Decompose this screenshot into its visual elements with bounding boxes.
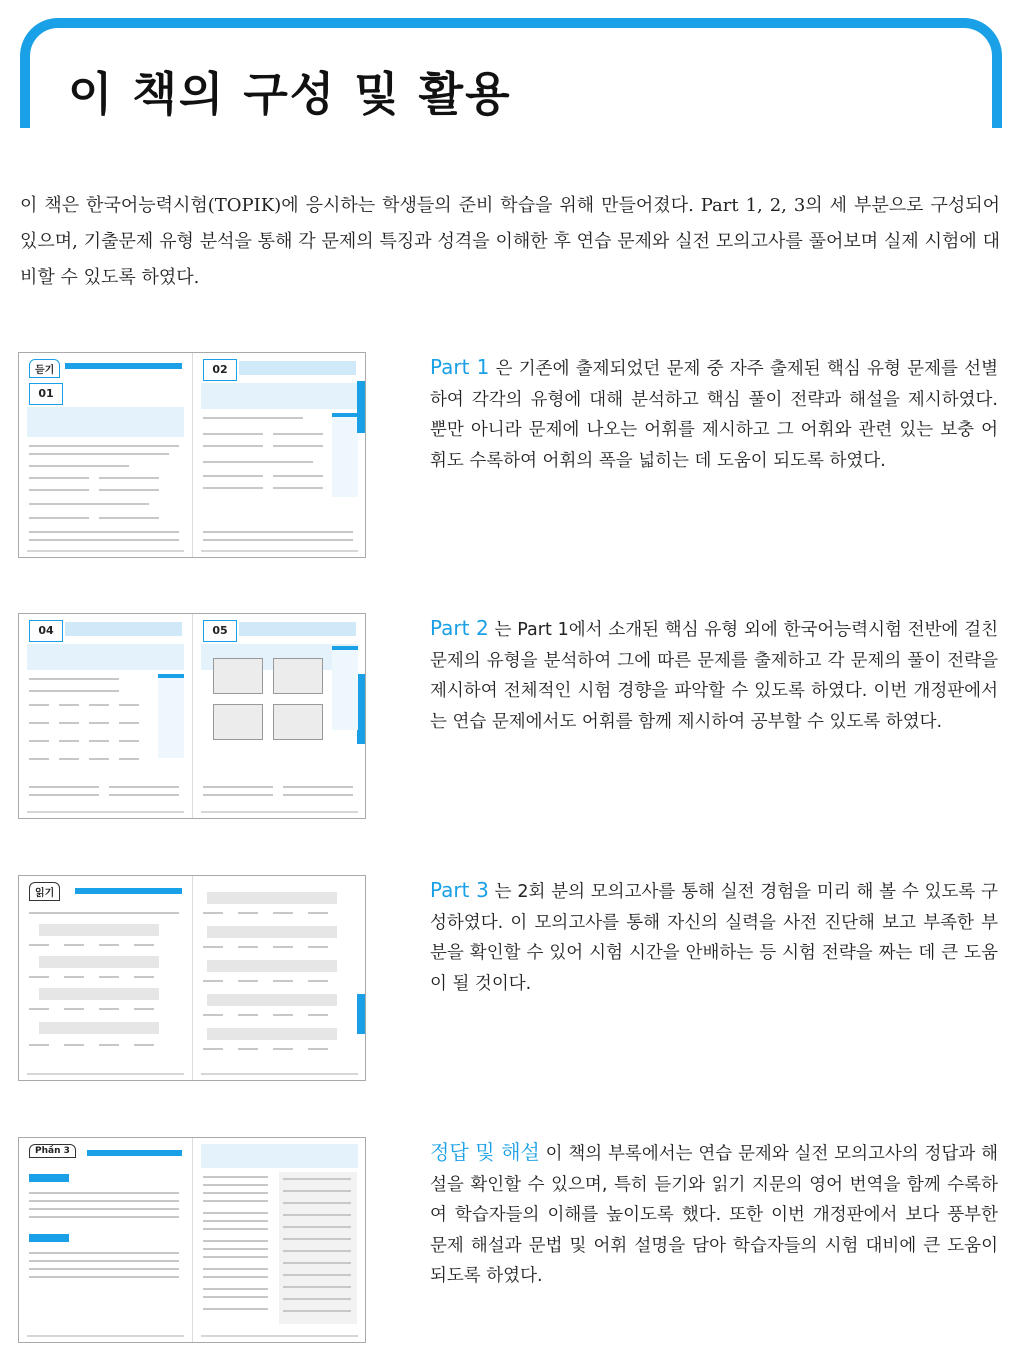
part1-description: [430, 352, 998, 476]
answers-description: [430, 1137, 998, 1292]
thumbnail-left-page: [19, 1138, 192, 1342]
section-tag: 듣기: [29, 359, 60, 378]
intro-paragraph: 이 책은 한국어능력시험(TOPIK)에 응시하는 학생들의 준비 학습을 위해 만들어졌다. Part 1, 2, 3의 세 부분으로 구성되어 있으며, 기출문제 유형 분석을 통해 각 문제의 특징과 성격을 이해한 후 연습 문제와 실전 모의고사를 풀어보며 실제 시험에 대비할 수 있도록 하였다.: [20, 195, 1000, 288]
part2-text: 는 Part 1에서 소개된 핵심 유형 외에 한국어능력시험 전반에 걸친 문제의 유형을 분석하여 그에 따른 문제를 출제하고 각 문제의 풀이 전략을 제시하여 전체적인 시험 경향을 파악할 수 있도록 하였다. 이번 개정판에서는 연습 문제에서도 어휘를 함께 제시하여 공부할 수 있도록 하였다.: [430, 620, 998, 732]
thumbnail-right-page: [193, 1138, 366, 1342]
part2-description: [430, 613, 998, 737]
part2-thumbnail: [18, 613, 366, 819]
thumbnail-left-page: [19, 614, 192, 818]
unit-number: 01: [29, 383, 63, 405]
part1-keyword: Part 1: [430, 355, 490, 379]
page-title: 이 책의 구성 및 활용: [68, 67, 512, 121]
part1-thumbnail: [18, 352, 366, 558]
part2-keyword: Part 2: [430, 616, 489, 640]
thumbnail-right-page: [193, 353, 366, 557]
part3-description: [430, 875, 998, 999]
section-tag: Phần 3: [29, 1144, 76, 1158]
answers-keyword: 정답 및 해설: [430, 1140, 540, 1164]
part3-text: 는 2회 분의 모의고사를 통해 실전 경험을 미리 해 볼 수 있도록 구성하였다. 이 모의고사를 통해 자신의 실력을 사전 진단해 보고 부족한 부분을 확인할 수 있어 시험 시간을 안배하는 등 시험 전략을 짜는 데 큰 도움이 될 것이다.: [430, 882, 998, 994]
thumbnail-right-page: [193, 876, 366, 1080]
thumbnail-right-page: [193, 614, 366, 818]
part1-text: 은 기존에 출제되었던 문제 중 자주 출제된 핵심 유형 문제를 선별하여 각각의 유형에 대해 분석하고 핵심 풀이 전략과 해설을 제시하였다. 뿐만 아니라 문제에 나오는 어휘를 제시하고 그 어휘와 관련 있는 보충 어휘도 수록하여 어휘의 폭을 넓히는 데 도움이 되도록 하였다.: [430, 359, 998, 471]
unit-number: 02: [203, 359, 237, 381]
thumbnail-left-page: [19, 876, 192, 1080]
answers-text: 이 책의 부록에서는 연습 문제와 실전 모의고사의 정답과 해설을 확인할 수 있으며, 특히 듣기와 읽기 지문의 영어 번역을 함께 수록하여 학습자들의 이해를 높이도록 했다. 또한 이번 개정판에서 보다 풍부한 문제 해설과 문법 및 어휘 설명을 담아 학습자들의 시험 대비에 큰 도움이 되도록 하였다.: [430, 1144, 998, 1286]
unit-number: 05: [203, 620, 237, 642]
section-tag: 읽기: [29, 882, 60, 901]
part3-keyword: Part 3: [430, 878, 489, 902]
thumbnail-left-page: [19, 353, 192, 557]
part3-thumbnail: [18, 875, 366, 1081]
unit-number: 04: [29, 620, 63, 642]
answers-thumbnail: [18, 1137, 366, 1343]
